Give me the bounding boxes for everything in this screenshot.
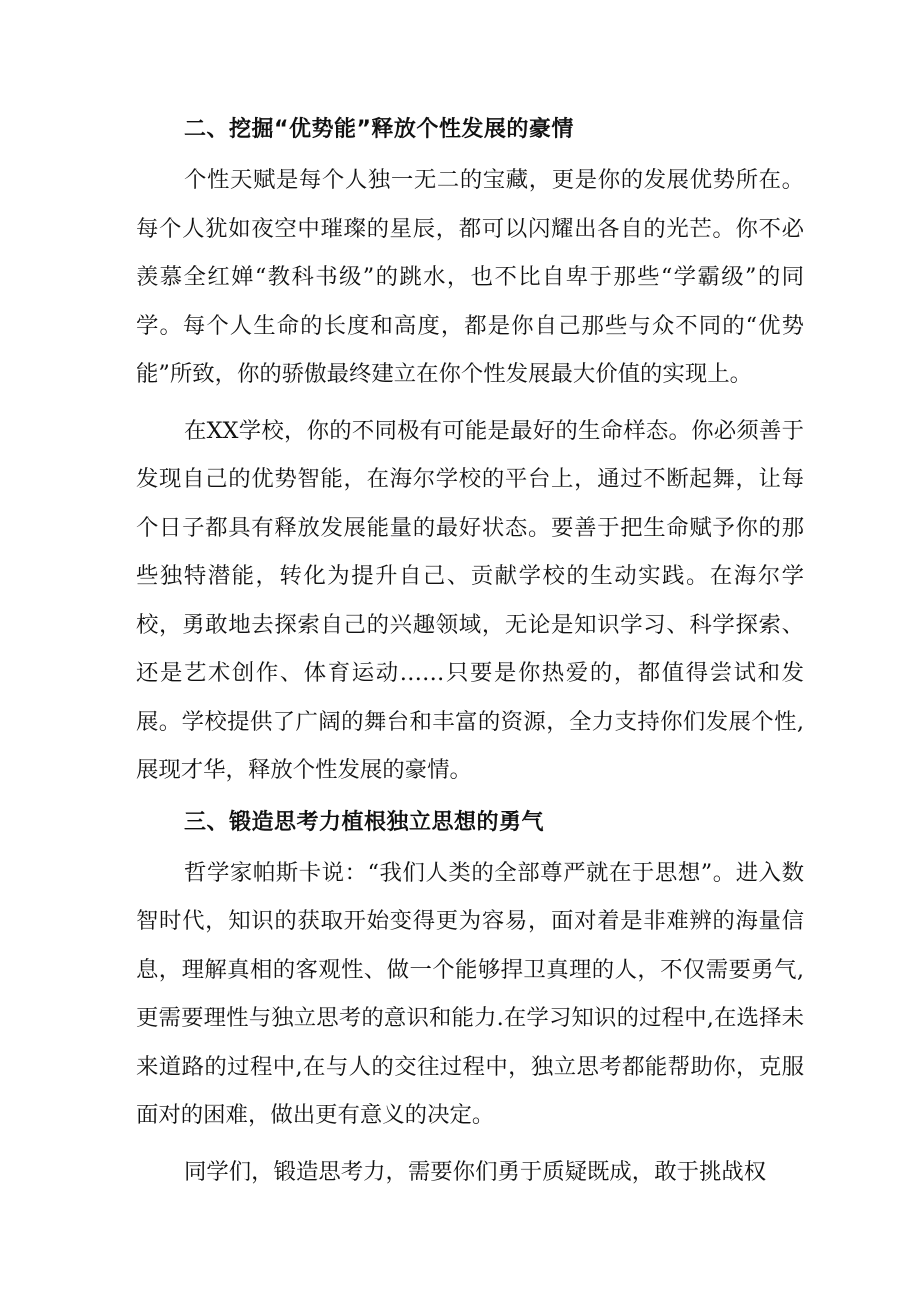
section-heading-3: 三、锻造思考力植根独立思想的勇气 xyxy=(184,809,545,835)
paragraph: 在XX学校，你的不同极有可能是最好的生命样态。你必须善于发现自己的优势智能，在海尔学校的平台上，通过不断起舞，让每个日子都具有释放发展能量的最好状态。要善于把生命赋予你的那些独特潜能，转化为提升自己、贡献学校的生动实践。在海尔学校，勇敢地去探索自己的兴趣领域，无论是知识学习、科学探索、还是艺术创作、体育运动……只要是你热爱的，都值得尝试和发展。学校提供了广阔的舞台和丰富的资源，全力支持你们发展个性,展现才华，释放个性发展的豪情。 xyxy=(136,417,804,783)
section-heading-2: 二、挖掘“优势能”释放个性发展的豪情 xyxy=(184,117,574,142)
paragraph: 个性天赋是每个人独一无二的宝藏，更是你的发展优势所在。每个人犹如夜空中璀璨的星辰，都可以闪耀出各自的光芒。你不必羡慕全红婵“教科书级”的跳水，也不比自卑于那些“学霸级”的同学。每个人生命的长度和高度，都是你自己那些与众不同的“优势能”所致，你的骄傲最终建立在你个性发展最大价值的实现上。 xyxy=(136,167,804,387)
paragraph: 哲学家帕斯卡说：“我们人类的全部尊严就在于思想”。进入数智时代，知识的获取开始变得更为容易，面对着是非难辨的海量信息，理解真相的客观性、做一个能够捍卫真理的人，不仅需要勇气,更需要理性与独立思考的意识和能力.在学习知识的过程中,在选择未来道路的过程中,在与人的交往过程中，独立思考都能帮助你，克服面对的困难，做出更有意义的决定。 xyxy=(136,859,804,1128)
paragraph: 同学们，锻造思考力，需要你们勇于质疑既成，敢于挑战权 xyxy=(184,1158,767,1185)
document-page xyxy=(136,110,804,1204)
